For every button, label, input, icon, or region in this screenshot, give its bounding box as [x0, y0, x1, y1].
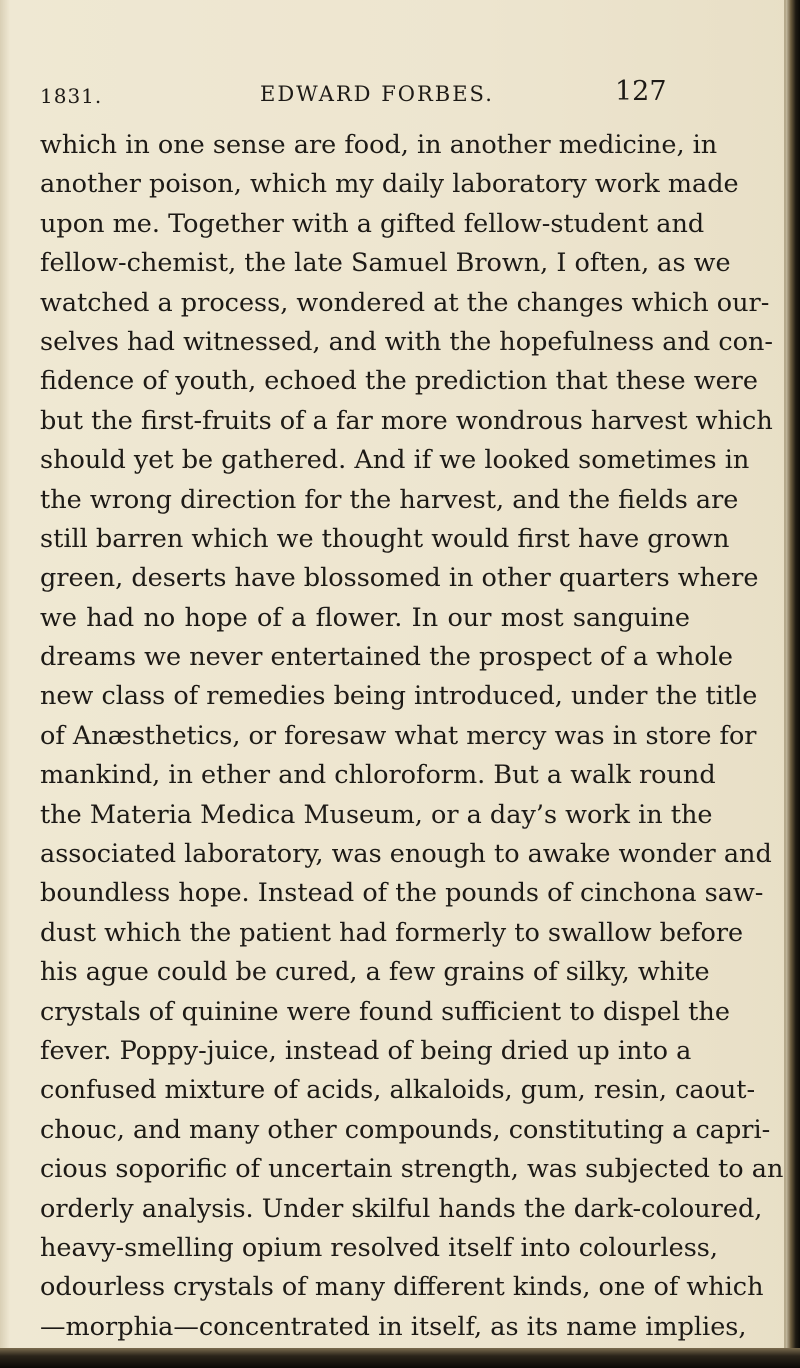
text-line: of Anæsthetics, or foresaw what mercy was in store for — [40, 720, 757, 751]
text-line: his ague could be cured, a few grains of silky, white — [40, 957, 710, 988]
page-header — [40, 76, 690, 116]
text-line: the Materia Medica Museum, or a day’s work in the — [40, 799, 713, 830]
text-line: —morphia—concentrated in itself, as its name implies, — [40, 1311, 747, 1342]
text-line: dreams we never entertained the prospect of a whole — [40, 642, 734, 673]
text-line: fever. Poppy-juice, instead of being dried up into a — [40, 1035, 692, 1066]
text-line: still barren which we thought would first have grown — [40, 523, 730, 554]
text-line: we had no hope of a flower. In our most sanguine — [40, 602, 690, 633]
text-line: but the first-fruits of a far more wondrous harvest which — [40, 405, 773, 436]
text-line: fidence of youth, echoed the prediction that these were — [40, 366, 758, 397]
text-line: watched a process, wondered at the changes which our- — [40, 287, 770, 318]
text-line: cious soporific of uncertain strength, was subjected to an — [40, 1154, 784, 1185]
text-line: dust which the patient had formerly to swallow before — [40, 917, 744, 948]
text-line: boundless hope. Instead of the pounds of cinchona saw- — [40, 878, 764, 909]
text-line: the wrong direction for the harvest, and the fields are — [40, 484, 739, 515]
text-line: odourless crystals of many different kinds, one of which — [40, 1272, 764, 1303]
text-line: another poison, which my daily laboratory work made — [40, 169, 739, 200]
text-line: new class of remedies being introduced, under the title — [40, 681, 758, 712]
page-gutter-shadow — [0, 0, 10, 1368]
year-marker: 1831. — [40, 84, 103, 108]
text-line: which in one sense are food, in another medicine, in — [40, 130, 718, 160]
page-number: 127 — [615, 76, 667, 107]
page-bottom-edge — [0, 1348, 800, 1368]
text-line: crystals of quinine were found sufficient to dispel the — [40, 996, 730, 1027]
text-line: confused mixture of acids, alkaloids, gum, resin, caout- — [40, 1075, 756, 1106]
text-line: selves had witnessed, and with the hopefulness and con- — [40, 326, 774, 357]
text-line: fellow-chemist, the late Samuel Brown, I often, as we — [40, 248, 731, 279]
text-line: green, deserts have blossomed in other quarters where — [40, 563, 759, 594]
text-line: heavy-smelling opium resolved itself into colourless, — [40, 1232, 719, 1263]
text-line: associated laboratory, was enough to awake wonder and — [40, 839, 772, 870]
body-text — [40, 126, 784, 1347]
text-line: mankind, in ether and chloroform. But a walk round — [40, 760, 716, 791]
text-line: chouc, and many other compounds, constituting a capri- — [40, 1114, 771, 1145]
running-head: EDWARD FORBES. — [260, 82, 494, 106]
text-line: orderly analysis. Under skilful hands the dark-coloured, — [40, 1193, 763, 1224]
text-line: should yet be gathered. And if we looked sometimes in — [40, 445, 750, 476]
page-right-edge — [786, 0, 800, 1368]
text-line: upon me. Together with a gifted fellow-student and — [40, 208, 705, 239]
